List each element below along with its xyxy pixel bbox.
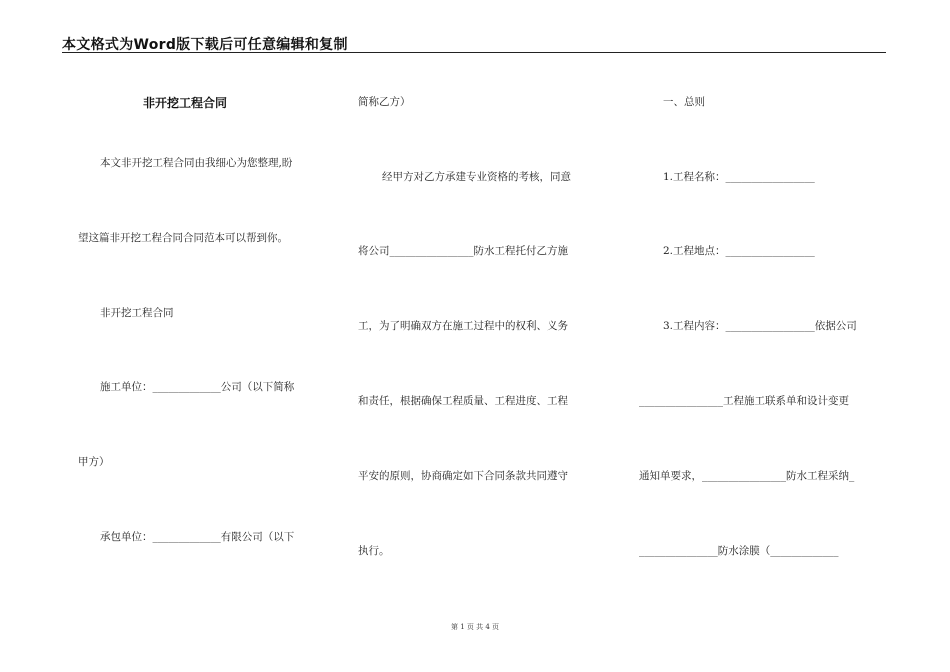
col3-line-6: 通知单要求，________________防水工程采纳_ bbox=[639, 470, 855, 482]
header-divider bbox=[62, 52, 886, 53]
col3-line-1: 一、总则 bbox=[663, 96, 705, 108]
col2-line-5: 和责任，根据确保工程质量、工程进度、工程 bbox=[358, 395, 568, 407]
col2-line-7: 执行。 bbox=[358, 545, 390, 557]
col1-line-1: 本文非开挖工程合同由我细心为您整理,盼 bbox=[100, 157, 293, 169]
col3-line-4: 3.工程内容：_________________依据公司 bbox=[663, 320, 857, 332]
col2-line-4: 工，为了明确双方在施工过程中的权利、义务 bbox=[358, 320, 568, 332]
col2-line-3: 将公司________________防水工程托付乙方施 bbox=[358, 245, 568, 257]
col1-line-6: 承包单位：_____________有限公司（以下 bbox=[100, 531, 295, 543]
header-title: 本文格式为Word版下载后可任意编辑和复制 bbox=[62, 37, 348, 53]
col2-line-2: 经甲方对乙方承建专业资格的考核，同意 bbox=[382, 171, 571, 183]
col3-line-5: ________________工程施工联系单和设计变更 bbox=[639, 395, 849, 407]
col1-line-5: 甲方） bbox=[78, 456, 110, 468]
col1-line-3: 非开挖工程合同 bbox=[100, 307, 174, 319]
col3-line-2: 1.工程名称：_________________ bbox=[663, 171, 815, 183]
col2-line-1: 简称乙方） bbox=[358, 96, 411, 108]
col1-line-4: 施工单位：_____________公司（以下简称 bbox=[100, 381, 295, 393]
col3-line-3: 2.工程地点：_________________ bbox=[663, 245, 815, 257]
col3-line-7: _______________防水涂膜（_____________ bbox=[639, 545, 839, 557]
document-title: 非开挖工程合同 bbox=[143, 96, 228, 110]
page-number: 第 1 页 共 4 页 bbox=[450, 623, 500, 631]
col2-line-6: 平安的原则，协商确定如下合同条款共同遵守 bbox=[358, 470, 568, 482]
col1-line-2: 望这篇非开挖工程合同合同范本可以帮到你。 bbox=[78, 232, 288, 244]
